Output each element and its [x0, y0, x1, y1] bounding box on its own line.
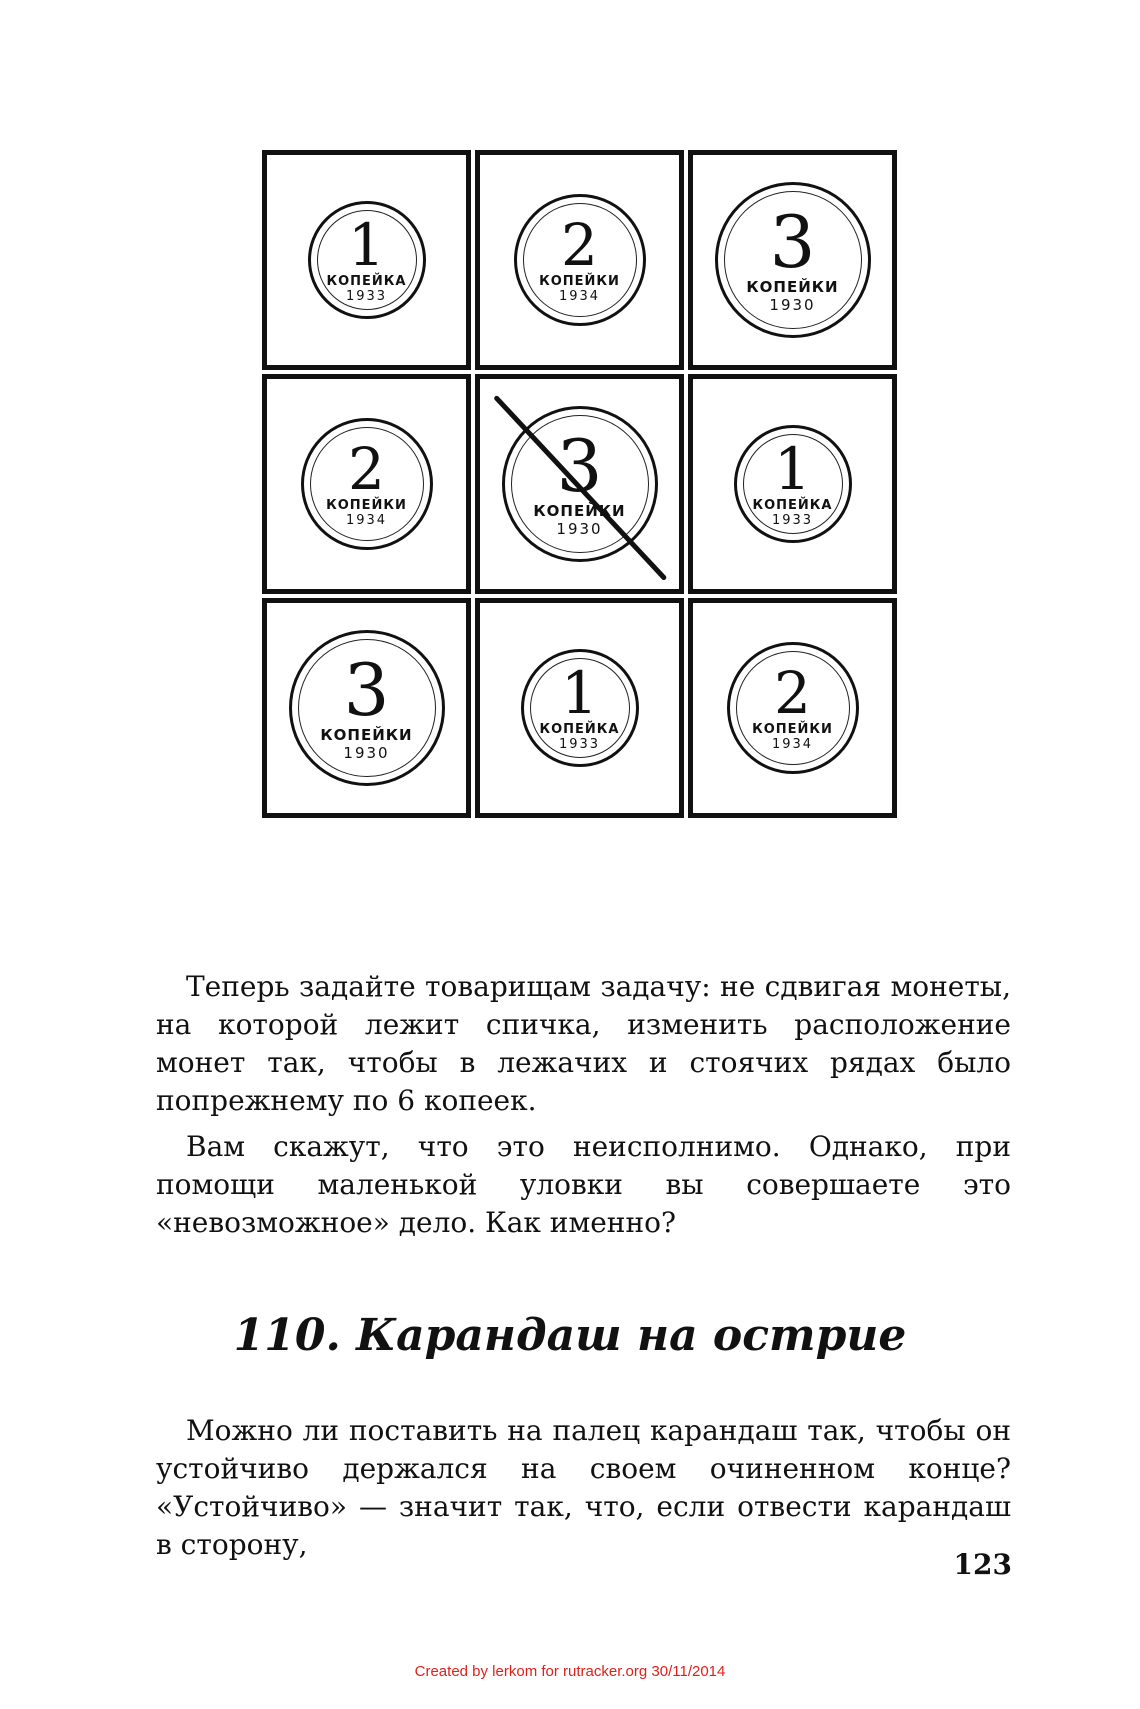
grid-cell	[475, 598, 684, 818]
coin-denomination: 1	[348, 211, 385, 279]
grid-cell	[688, 598, 897, 818]
coin	[715, 182, 871, 338]
coin-year: 1933	[345, 289, 388, 304]
coin-word: КОПЕЙКИ	[320, 726, 413, 744]
paragraph-3: Можно ли поставить на палец карандаш так, чтобы он устойчиво держался на своем очиненном конце? «Устойчиво» — значит так, что, если отвести карандаш в сторону,	[156, 1414, 1011, 1561]
coin-denomination: 3	[769, 200, 816, 284]
coin	[289, 630, 445, 786]
coin-denomination: 2	[348, 435, 385, 503]
coin-denomination: 2	[774, 659, 811, 727]
grid-cell	[688, 374, 897, 594]
section-heading: 110. Карандаш на острие	[233, 1310, 907, 1361]
grid-cell	[262, 598, 471, 818]
coin-denomination: 3	[556, 424, 603, 508]
paragraph-2: Вам скажут, что это неисполнимо. Однако, при помощи маленькой уловки вы совершаете это «невозможное» дело. Как именно?	[156, 1130, 1011, 1239]
coin-word: КОПЕЙКА	[752, 498, 833, 513]
coin-word: КОПЕЙКИ	[752, 722, 833, 737]
coin-year: 1934	[345, 513, 388, 528]
coin-year: 1933	[771, 513, 814, 528]
coin	[521, 649, 639, 767]
coin-grid-figure	[262, 150, 902, 822]
coin-year: 1930	[343, 744, 390, 762]
paragraph-1: Теперь задайте товарищам задачу: не сдвигая монеты, на которой лежит спичка, изменить расположение монет так, чтобы в лежачих и стоячих рядах было попрежнему по 6 копеек.	[156, 970, 1011, 1117]
coin-year: 1933	[558, 737, 601, 752]
coin-year: 1934	[558, 289, 601, 304]
coin	[301, 418, 433, 550]
coin-word: КОПЕЙКА	[539, 722, 620, 737]
coin-word: КОПЕЙКИ	[533, 502, 626, 520]
grid-cell	[262, 374, 471, 594]
coin-denomination: 1	[561, 659, 598, 727]
coin-word: КОПЕЙКА	[326, 274, 407, 289]
coin-word: КОПЕЙКИ	[539, 274, 620, 289]
coin-word: КОПЕЙКИ	[746, 278, 839, 296]
coin-denomination: 2	[561, 211, 598, 279]
coin-year: 1934	[771, 737, 814, 752]
grid-cell	[475, 150, 684, 370]
coin	[308, 201, 426, 319]
coin	[727, 642, 859, 774]
grid-cell	[262, 150, 471, 370]
coin-year: 1930	[556, 520, 603, 538]
coin-word: КОПЕЙКИ	[326, 498, 407, 513]
coin	[734, 425, 852, 543]
coin	[514, 194, 646, 326]
coin-denomination: 3	[343, 648, 390, 732]
credit-watermark: Created by lerkom for rutracker.org 30/11/2014	[414, 1663, 726, 1680]
page-number: 123	[953, 1548, 1012, 1581]
coin-year: 1930	[769, 296, 816, 314]
coin-denomination: 1	[774, 435, 811, 503]
grid-cell	[688, 150, 897, 370]
